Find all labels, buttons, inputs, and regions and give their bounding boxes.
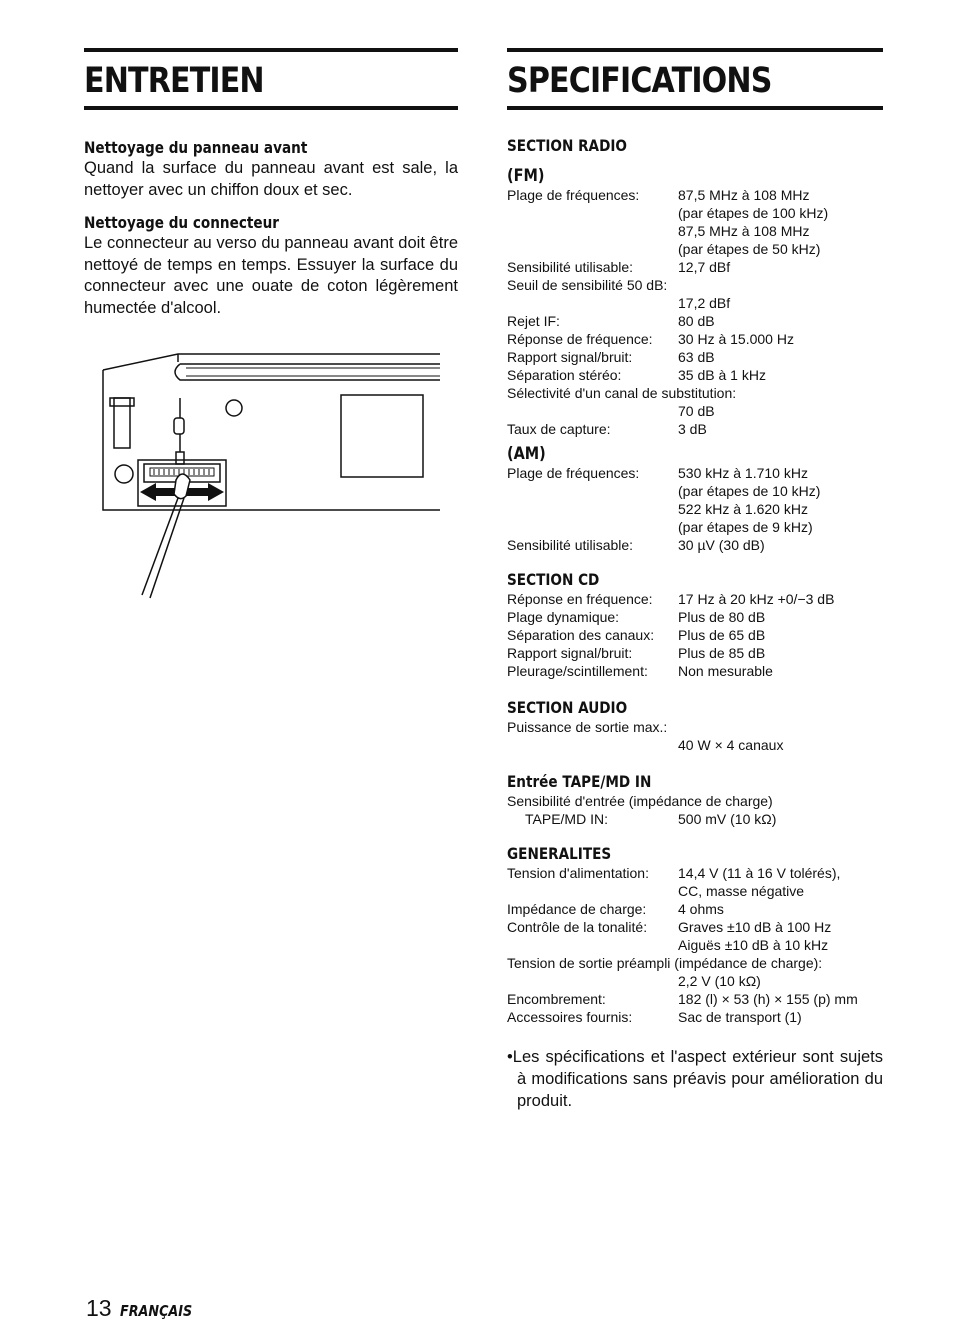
spec-label: Sensibilité utilisable: — [507, 259, 634, 275]
spec-value: (par étapes de 100 kHz) — [678, 205, 829, 221]
specifications-column — [507, 48, 883, 1112]
spec-value: (par étapes de 10 kHz) — [678, 483, 821, 499]
am-heading: (AM) — [507, 444, 546, 464]
spec-row — [507, 366, 883, 384]
front-panel-section — [84, 138, 458, 201]
fm-heading: (FM) — [507, 166, 545, 186]
spec-label: Encombrement: — [507, 991, 606, 1007]
spec-row — [507, 500, 883, 518]
spec-value: Graves ±10 dB à 100 Hz — [678, 919, 832, 935]
spec-value: 17,2 dBf — [678, 295, 731, 311]
spec-row — [507, 384, 883, 402]
spec-label: Tension d'alimentation: — [507, 865, 649, 881]
spec-value: Plus de 85 dB — [678, 645, 766, 661]
spec-value: 4 ohms — [678, 901, 724, 917]
spec-label: Tension de sortie préampli (impédance de charge): — [507, 955, 823, 971]
spec-row — [507, 810, 883, 828]
spec-value: Plus de 65 dB — [678, 627, 766, 643]
spec-row — [507, 954, 883, 972]
spec-row — [507, 536, 883, 554]
spec-value: 14,4 V (11 à 16 V tolérés), — [678, 865, 841, 881]
front-panel-text: Quand la surface du panneau avant est sale, la nettoyer avec un chiffon doux et sec. — [84, 159, 458, 199]
spec-value: Aiguës ±10 dB à 10 kHz — [678, 937, 829, 953]
spec-label: Puissance de sortie max.: — [507, 719, 668, 735]
fm-spec-list — [507, 186, 883, 438]
spec-row — [507, 718, 883, 736]
specifications-title: SPECIFICATIONS — [507, 61, 772, 101]
spec-label: Rapport signal/bruit: — [507, 349, 633, 365]
cd-spec-list — [507, 590, 883, 680]
spec-value: CC, masse négative — [678, 883, 805, 899]
spec-row — [507, 900, 883, 918]
spec-row — [507, 330, 883, 348]
audio-section-heading: SECTION AUDIO — [507, 698, 628, 717]
spec-row — [507, 186, 883, 204]
spec-value: 87,5 MHz à 108 MHz — [678, 223, 810, 239]
spec-row — [507, 240, 883, 258]
spec-row — [507, 464, 883, 482]
spec-row — [507, 882, 883, 900]
spec-row — [507, 204, 883, 222]
spec-row — [507, 864, 883, 882]
general-spec-list — [507, 864, 883, 1026]
cd-section-heading: SECTION CD — [507, 570, 600, 589]
spec-row — [507, 936, 883, 954]
spec-value: (par étapes de 50 kHz) — [678, 241, 821, 257]
spec-row — [507, 626, 883, 644]
spec-row — [507, 662, 883, 680]
language-label: FRANÇAIS — [119, 1302, 192, 1320]
spec-value: 2,2 V (10 kΩ) — [678, 973, 761, 989]
spec-row — [507, 402, 883, 420]
spec-label: Pleurage/scintillement: — [507, 663, 648, 679]
spec-label: Réponse en fréquence: — [507, 591, 653, 607]
spec-row — [507, 608, 883, 626]
tape-input-heading: Entrée TAPE/MD IN — [507, 772, 652, 791]
spec-row — [507, 258, 883, 276]
specifications-note: •Les spécifications et l'aspect extérieur sont sujets à modifications sans préavis pour amélioration du produit. — [507, 1048, 883, 1110]
spec-row — [507, 518, 883, 536]
spec-label: Contrôle de la tonalité: — [507, 919, 648, 935]
spec-value: 70 dB — [678, 403, 715, 419]
spec-label: Plage dynamique: — [507, 609, 620, 625]
spec-label: Séparation stéréo: — [507, 367, 622, 383]
spec-value: 63 dB — [678, 349, 715, 365]
spec-value: 80 dB — [678, 313, 715, 329]
spec-value: Sac de transport (1) — [678, 1009, 802, 1025]
spec-row — [507, 644, 883, 662]
spec-row — [507, 918, 883, 936]
spec-value: 30 Hz à 15.000 Hz — [678, 331, 794, 347]
spec-value: 182 (l) × 53 (h) × 155 (p) mm — [678, 991, 858, 1007]
spec-row — [507, 294, 883, 312]
spec-value: (par étapes de 9 kHz) — [678, 519, 813, 535]
spec-label: Plage de fréquences: — [507, 465, 640, 481]
spec-label: Séparation des canaux: — [507, 627, 655, 643]
spec-row — [507, 792, 883, 810]
spec-value: 35 dB à 1 kHz — [678, 367, 766, 383]
spec-label: Impédance de charge: — [507, 901, 647, 917]
spec-row — [507, 482, 883, 500]
spec-value: 17 Hz à 20 kHz +0/−3 dB — [678, 591, 835, 607]
spec-row — [507, 990, 883, 1008]
spec-label: Taux de capture: — [507, 421, 611, 437]
spec-label: TAPE/MD IN: — [525, 811, 608, 827]
spec-row — [507, 312, 883, 330]
spec-label: Réponse de fréquence: — [507, 331, 653, 347]
spec-value: 30 µV (30 dB) — [678, 537, 765, 553]
spec-row — [507, 972, 883, 990]
spec-row — [507, 736, 883, 754]
spec-row — [507, 590, 883, 608]
maintenance-column — [84, 48, 458, 319]
spec-label: Accessoires fournis: — [507, 1009, 633, 1025]
spec-value: 522 kHz à 1.620 kHz — [678, 501, 808, 517]
spec-label: Seuil de sensibilité 50 dB: — [507, 277, 668, 293]
connector-heading: Nettoyage du connecteur — [84, 213, 280, 232]
spec-row — [507, 222, 883, 240]
spec-row — [507, 1008, 883, 1026]
spec-value: 500 mV (10 kΩ) — [678, 811, 777, 827]
maintenance-title: ENTRETIEN — [84, 61, 264, 101]
page-footer — [86, 1295, 205, 1322]
spec-label: Sensibilité d'entrée (impédance de charge) — [507, 793, 773, 809]
spec-label: Sensibilité utilisable: — [507, 537, 634, 553]
spec-value: 12,7 dBf — [678, 259, 731, 275]
spec-value: 87,5 MHz à 108 MHz — [678, 187, 810, 203]
spec-label: Sélectivité d'un canal de substitution: — [507, 385, 737, 401]
spec-value: Plus de 80 dB — [678, 609, 766, 625]
page-number: 13 — [86, 1295, 112, 1321]
spec-label: Rapport signal/bruit: — [507, 645, 633, 661]
spec-label: Plage de fréquences: — [507, 187, 640, 203]
connector-text: Le connecteur au verso du panneau avant doit être nettoyé de temps en temps. Essuyer la surface du connecteur avec une ouate de coton légèrement humectée d'alcool. — [84, 234, 458, 317]
radio-section-heading: SECTION RADIO — [507, 136, 627, 155]
connector-section — [84, 213, 458, 319]
maintenance-header — [84, 48, 458, 110]
spec-label: Rejet IF: — [507, 313, 560, 329]
connector-cleaning-illustration — [98, 340, 443, 602]
audio-spec-list — [507, 718, 883, 754]
spec-row — [507, 276, 883, 294]
spec-value: 3 dB — [678, 421, 707, 437]
spec-row — [507, 420, 883, 438]
spec-value: 530 kHz à 1.710 kHz — [678, 465, 808, 481]
front-panel-heading: Nettoyage du panneau avant — [84, 138, 308, 157]
spec-row — [507, 348, 883, 366]
am-spec-list — [507, 464, 883, 554]
spec-value: 40 W × 4 canaux — [678, 737, 784, 753]
specifications-header — [507, 48, 883, 110]
tape-spec-list — [507, 792, 883, 828]
spec-value: Non mesurable — [678, 663, 773, 679]
general-section-heading: GENERALITES — [507, 844, 612, 863]
